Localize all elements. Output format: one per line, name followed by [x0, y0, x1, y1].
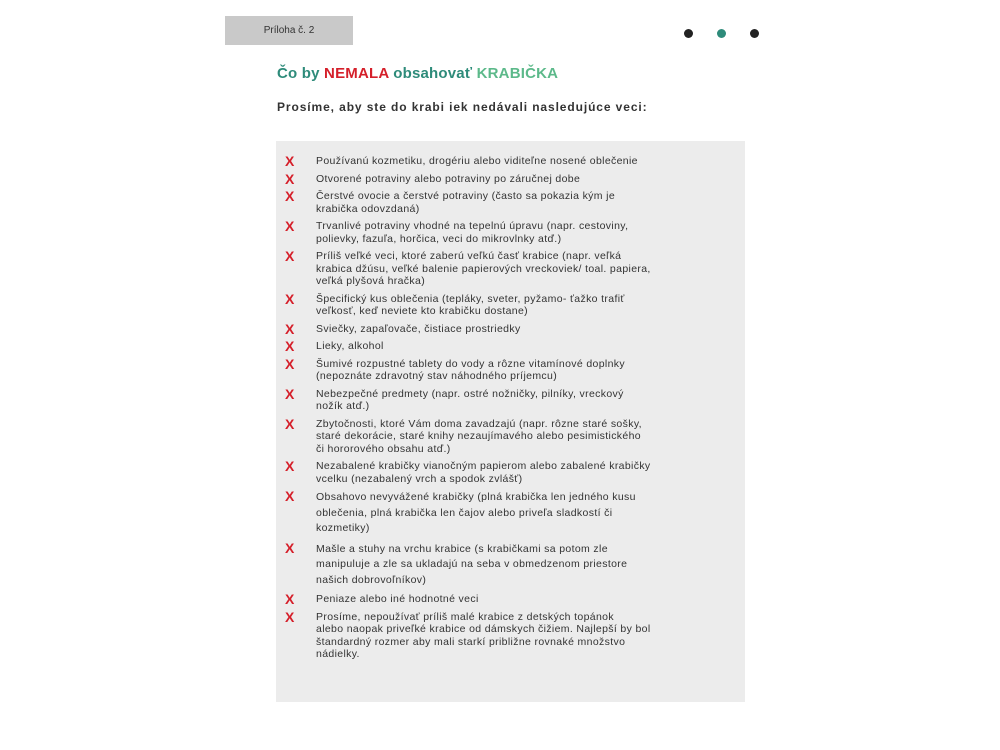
title-part-2: NEMALA — [324, 65, 389, 82]
list-item — [276, 220, 745, 245]
list-item-text: Príliš veľké veci, ktoré zaberú veľkú časť krabice (napr. veľká krabica džúsu, veľké balenie papierových vreckoviek/ toal. papiera, veľká plyšová hračka) — [316, 250, 651, 287]
list-item-text: Sviečky, zapaľovače, čistiace prostriedky — [316, 322, 521, 335]
list-item-text: Mašle a stuhy na vrchu krabice (s krabičkami sa potom zle manipuluje a zle sa ukladajú na seba v obmedzenom priestore našich dobrovoľníkov) — [316, 542, 628, 586]
list-item-text: Otvorené potraviny alebo potraviny po záručnej dobe — [316, 172, 581, 185]
x-mark-icon: X — [285, 608, 295, 625]
list-item — [276, 355, 745, 383]
x-mark-icon: X — [285, 320, 295, 337]
list-item-text: Špecifický kus oblečenia (tepláky, sveter, pyžamo- ťažko trafiť veľkosť, keď neviete kto krabičku dostane) — [316, 292, 625, 317]
dot-teal — [717, 29, 726, 38]
list-item-text: Peniaze alebo iné hodnotné veci — [316, 593, 479, 605]
x-mark-icon: X — [285, 385, 295, 402]
list-item — [276, 539, 745, 589]
page-title — [277, 65, 558, 82]
list-item — [276, 170, 745, 187]
x-mark-icon: X — [285, 153, 295, 169]
x-mark-icon: X — [285, 415, 295, 432]
list-item — [276, 155, 745, 168]
page-dots — [684, 29, 759, 38]
list-item-text: Nezabalené krabičky vianočným papierom alebo zabalené krabičky vcelku (nezabalený vrch a spodok zvlášť) — [316, 460, 651, 485]
list-item-text: Obsahovo nevyvážené krabičky (plná krabička len jedného kusu oblečenia, plná krabička len čajov alebo priveľa sladkostí či kozmetiky) — [316, 491, 636, 534]
list-item-text: Trvanlivé potraviny vhodné na tepelnú úpravu (napr. cestoviny, polievky, fazuľa, horčica, veci do mikrovlnky atď.) — [316, 220, 629, 245]
list-item — [276, 608, 745, 661]
dot-dark — [684, 29, 693, 38]
list-item — [276, 460, 745, 485]
x-mark-icon: X — [285, 188, 295, 204]
x-mark-icon: X — [285, 338, 295, 354]
x-mark-icon: X — [285, 218, 295, 234]
x-mark-icon: X — [285, 248, 295, 264]
list-item-text: Používanú kozmetiku, drogériu alebo viditeľne nosené oblečenie — [316, 155, 638, 167]
list-item — [276, 290, 745, 318]
x-mark-icon: X — [285, 539, 295, 556]
list-item-text: Prosíme, nepoužívať príliš malé krabice z detských topánok alebo naopak priveľké krabice od dámskych čižiem. Najlepší by bol štandardný rozmer aby mali starkí približne rovnaké množstvo nádielky. — [316, 610, 651, 660]
page-subtitle: Prosíme, aby ste do krabi iek nedávali nasledujúce veci: — [277, 100, 648, 114]
list-item — [276, 340, 745, 353]
x-mark-icon: X — [285, 290, 295, 307]
list-item — [276, 415, 745, 456]
list-item — [276, 320, 745, 337]
list-item-text: Lieky, alkohol — [316, 340, 384, 352]
list-item-text: Čerstvé ovocie a čerstvé potraviny (často sa pokazia kým je krabička odovzdaná) — [316, 190, 616, 215]
title-part-3: obsahovať — [388, 65, 477, 82]
list-item-text: Šumivé rozpustné tablety do vody a rôzne vitamínové doplnky (nepoznáte zdravotný stav náhodného príjemcu) — [316, 357, 625, 382]
list-item — [276, 250, 745, 288]
list-item-text: Nebezpečné predmety (napr. ostré nožničky, pilníky, vreckový nožík atď.) — [316, 387, 624, 412]
x-mark-icon: X — [285, 355, 295, 372]
title-part-1: Čo by — [277, 65, 325, 82]
list-item — [276, 490, 745, 537]
x-mark-icon: X — [285, 458, 295, 474]
list-item — [276, 593, 745, 606]
list-item — [276, 385, 745, 413]
x-mark-icon: X — [285, 170, 295, 187]
dot-dark — [750, 29, 759, 38]
list-item — [276, 190, 745, 215]
forbidden-items-box — [276, 141, 745, 702]
title-part-4: KRABIČKA — [476, 65, 559, 82]
list-item-text: Zbytočnosti, ktoré Vám doma zavadzajú (napr. rôzne staré sošky, staré dekorácie, staré knihy nezaujímavého alebo pesimistického či hororového obsahu atď.) — [316, 417, 642, 455]
forbidden-items-list — [276, 155, 745, 666]
x-mark-icon: X — [285, 591, 295, 607]
annex-label: Príloha č. 2 — [225, 16, 353, 45]
x-mark-icon: X — [285, 488, 295, 504]
